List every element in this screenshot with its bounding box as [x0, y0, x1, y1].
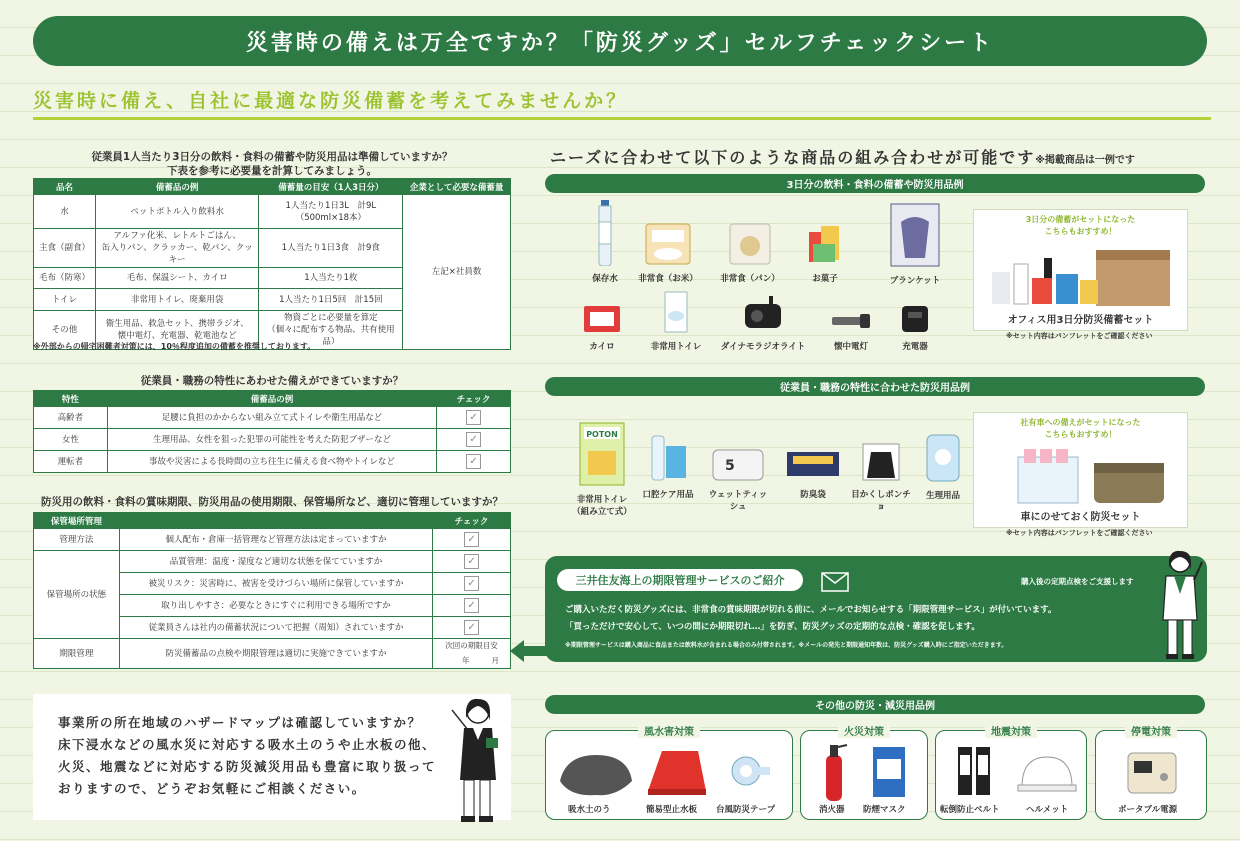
product-assembled-toilet: [572, 421, 632, 517]
product-blanket: [885, 202, 945, 286]
product-oral-care: [638, 432, 698, 500]
category-title: 停電対策: [1125, 723, 1177, 738]
product-label: ウェットティッシュ: [708, 490, 768, 512]
table-row: [34, 407, 511, 429]
product-label: 生理用品: [925, 491, 960, 501]
row-item: 個人配布・倉庫一括管理など管理方法は定まっていますか: [119, 529, 432, 551]
subtitle-underline: [33, 117, 1211, 120]
product-label: ヘルメット: [1026, 805, 1069, 815]
row-check: [433, 573, 511, 595]
office-set-box[interactable]: [973, 209, 1188, 331]
product-label: 簡易型止水板: [646, 805, 698, 815]
table1-question: [33, 150, 511, 178]
product-label: 懐中電灯: [833, 342, 868, 352]
row-trait: 女性: [34, 429, 108, 451]
col-header-item: 品名: [34, 179, 96, 195]
col-header-required: 企業として必要な備蓄量: [403, 179, 511, 195]
product-label: 非常食（お米）: [638, 274, 698, 284]
next-expiry-label: 次回の期限目安: [445, 641, 498, 650]
product-label: 目かくしポンチョ: [851, 490, 911, 512]
product-label: 台風防災テープ: [716, 805, 776, 815]
row-example: 事故や災害による長時間の立ち往生に備える食べ物やトイレなど: [107, 451, 436, 473]
row-amount: 1人当たり1日5回 計15回: [259, 289, 403, 311]
section1-bar: 3日分の飲料・食料の備蓄や防災用品例: [545, 174, 1205, 193]
service-note: ※期限管理サービスは購入商品に食品または飲料水が含まれる場合のみ付帯されます。※メールの発先と期限通知年数は、防災グッズ購入時にご指定いただきます。: [565, 642, 1008, 649]
col-header-example: 備蓄品の例: [95, 179, 259, 195]
hazard-line: 火災、地震などに対応する防災減災用品も豊富に取り扱って: [58, 759, 437, 774]
section3-bar: その他の防災・減災用品例: [545, 695, 1205, 714]
row-trait: 高齢者: [34, 407, 108, 429]
table-row: [34, 429, 511, 451]
check-icon[interactable]: ✓: [464, 576, 479, 591]
row-item: 品質管理：温度・湿度など適切な状態を保てていますか: [119, 551, 432, 573]
product-label: ポータブル電源: [1118, 805, 1178, 815]
col-header-example: 備蓄品の例: [107, 391, 436, 407]
table-row: [34, 195, 511, 229]
row-check: [433, 595, 511, 617]
product-label: 充電器: [902, 342, 928, 352]
table1-note: ※外部からの帰宅困難者対策には、10％程度追加の備蓄を推奨しております。: [33, 342, 316, 351]
example-line: 缶入りパン、クラッカー、乾パン、クッキー: [101, 243, 253, 265]
table3-question: 防災用の飲料・食料の賞味期限、防災用品の使用期限、保管場所など、適切に管理していますか？: [41, 496, 503, 508]
product-wet-tissue: [705, 448, 771, 512]
row-trait: 運転者: [34, 451, 108, 473]
car-set-box[interactable]: [973, 412, 1188, 528]
row-item: 従業員さんは社内の備蓄状況について把握（周知）されていますか: [119, 617, 432, 639]
product-charger: [893, 304, 937, 352]
right-heading-text: ニーズに合わせて以下のような商品の組み合わせが可能です: [550, 148, 1036, 167]
product-sanitary: [918, 433, 968, 501]
row-check: [433, 529, 511, 551]
product-label: お菓子: [812, 274, 838, 284]
check-icon[interactable]: ✓: [464, 598, 479, 613]
product-label: 非常用トイレ: [650, 342, 702, 352]
set-promo-line: こちらもおすすめ！: [1044, 430, 1117, 439]
year-label: 年: [462, 656, 470, 665]
row-example: [95, 229, 259, 268]
hazard-map-box: [33, 694, 511, 820]
helmet-image: [1016, 753, 1078, 795]
product-snacks: [800, 222, 850, 284]
product-bread: [720, 222, 780, 284]
col-header-check: チェック: [433, 513, 511, 529]
arrow-left-icon: [510, 638, 550, 664]
product-water: [585, 200, 625, 284]
row-item: 被災リスク：災害時に、被害を受けづらい場所に保管していますか: [119, 573, 432, 595]
product-rice: [638, 222, 698, 284]
category-title: 風水害対策: [638, 723, 700, 738]
product-label: 吸水土のう: [568, 805, 611, 815]
subtitle: 災害時に備え、自社に最適な防災備蓄を考えてみませんか？: [33, 90, 629, 112]
product-poncho: [848, 442, 914, 512]
product-label: 消火器: [819, 805, 845, 815]
water-barrier-image: [642, 741, 712, 801]
right-heading-note: ※掲載商品は一例です: [1035, 155, 1135, 166]
example-line: 衛生用品、救急セット、携帯ラジオ、: [105, 319, 249, 329]
product-label: 防煙マスク: [863, 805, 906, 815]
product-dynamo-radio: [720, 292, 806, 352]
table1-question-line2: 下表を参考に必要量を計算してみましょう。: [167, 165, 377, 177]
product-kairo: [580, 304, 624, 352]
row-amount: 1人当たり1日3食 計9食: [259, 229, 403, 268]
check-icon[interactable]: ✓: [466, 432, 481, 447]
product-label: カイロ: [589, 342, 615, 352]
page-title: 災害時の備えは万全ですか？「防災グッズ」セルフチェックシート: [33, 16, 1207, 66]
col-header-check: チェック: [437, 391, 511, 407]
portable-power-image: [1126, 747, 1178, 795]
row-name: 毛布（防寒）: [34, 268, 96, 289]
row-example: ペットボトル入り飲料水: [95, 195, 259, 229]
row-check: [437, 407, 511, 429]
amount-line: （個々に配布する物品、共有使用品）: [267, 325, 395, 347]
table-row: [34, 551, 511, 573]
extinguisher-image: [819, 739, 849, 803]
section2-bar: 従業員・職務の特性に合わせた防災用品例: [545, 377, 1205, 396]
product-label: 非常食（パン）: [720, 274, 780, 284]
table-row: [34, 451, 511, 473]
hazard-line: 事業所の所在地域のハザードマップは確認していますか？: [58, 715, 422, 730]
category-title: 火災対策: [838, 723, 890, 738]
product-toilet: [648, 290, 704, 352]
tape-image: [722, 749, 772, 797]
service-body-2: 「買っただけで安心して、いつの間にか期限切れ…」を防ぎ、防災グッズの定期的な点検・確認を促します。: [565, 622, 980, 632]
amount-line: 1人当たり1日3L 計9L: [285, 200, 377, 211]
row-category: 期限管理: [34, 639, 120, 669]
row-item: 取り出しやすさ：必要なときにすぐに利用できる場所ですか: [119, 595, 432, 617]
table2-question: 従業員・職務の特性にあわせた備えができていますか？: [140, 375, 404, 387]
set-promo-line: 3日分の備蓄がセットになった: [1025, 215, 1136, 224]
category-earthquake: [935, 727, 1087, 820]
hazard-text: [58, 712, 436, 800]
right-heading: [550, 145, 1135, 168]
example-line: 懐中電灯、充電器、乾電池など: [117, 331, 237, 341]
table1-question-line1: 従業員1人当たり3日分の飲料・食料の備蓄や防災用品は準備していますか？: [91, 151, 453, 163]
product-label: ブランケット: [889, 276, 941, 286]
row-check: [437, 451, 511, 473]
row-item: 防災備蓄品の点検や期限管理は適切に実施できていますか: [119, 639, 432, 669]
amount-line: （500ml×18本）: [295, 212, 367, 223]
expiry-service-box: [545, 556, 1207, 662]
expiry-cell[interactable]: [433, 639, 511, 669]
product-label: ダイナモラジオライト: [720, 342, 806, 352]
set-label: 車にのせておく防災セット: [1020, 512, 1141, 523]
col-header-trait: 特性: [34, 391, 108, 407]
mail-icon: [821, 572, 849, 592]
sandbag-image: [556, 741, 636, 801]
check-icon[interactable]: ✓: [466, 454, 481, 469]
check-icon[interactable]: ✓: [464, 532, 479, 547]
storage-table: [33, 512, 511, 669]
check-icon[interactable]: ✓: [464, 620, 479, 635]
row-example: 足腰に負担のかからない組み立て式トイレや衛生用品など: [107, 407, 436, 429]
amount-line: 物資ごとに必要量を算定: [284, 313, 378, 323]
service-body-1: ご購入いただく防災グッズには、非常食の賞味期限が切れる前に、メールでお知らせする「期限管理サービス」が付いています。: [565, 605, 1057, 615]
table-row: [34, 529, 511, 551]
category-flood: [545, 727, 793, 820]
staff-woman-illustration: [1154, 546, 1206, 664]
col-header-storage: 保管場所管理: [34, 513, 120, 529]
product-label: 保存水: [592, 274, 618, 284]
product-flashlight: [826, 308, 876, 352]
staff-woman-pointer-illustration: [446, 690, 506, 830]
row-check: [433, 551, 511, 573]
smoke-mask-image: [871, 745, 907, 799]
product-label: 口腔ケア用品: [642, 490, 694, 500]
row-amount: 1人当たり1枚: [259, 268, 403, 289]
row-name: トイレ: [34, 289, 96, 311]
product-label: 防臭袋: [800, 490, 826, 500]
set-promo-line: こちらもおすすめ！: [1044, 227, 1117, 236]
row-example: 毛布、保温シート、カイロ: [95, 268, 259, 289]
col-header-amount: 備蓄量の目安（1人3日分）: [259, 179, 403, 195]
check-icon[interactable]: ✓: [466, 410, 481, 425]
product-label: 非常用トイレ: [576, 495, 628, 505]
month-label: 月: [491, 656, 500, 665]
row-name: 水: [34, 195, 96, 229]
example-line: アルファ化米、レトルトごはん、: [113, 231, 241, 241]
service-title: 三井住友海上の期限管理サービスのご紹介: [557, 569, 803, 591]
trait-table: [33, 390, 511, 473]
svg-text:5: 5: [725, 458, 735, 474]
hazard-line: 床下浸水などの風水災に対応する吸水土のうや止水板の他、: [58, 737, 437, 752]
svg-text:POTON: POTON: [586, 430, 618, 439]
product-label: 転倒防止ベルト: [940, 805, 1000, 815]
product-deodorant-bag: [783, 446, 843, 500]
row-name: その他: [34, 311, 96, 350]
row-check: [437, 429, 511, 451]
set-promo-line: 社有車への備えがセットになった: [1020, 418, 1141, 427]
set-label: オフィス用3日分防災備蓄セット: [1007, 315, 1154, 326]
category-title: 地震対策: [985, 723, 1037, 738]
stock-table: [33, 178, 511, 350]
category-power-outage: [1095, 727, 1207, 820]
hazard-line: おりますので、どうぞお気軽にご相談ください。: [58, 781, 366, 796]
staff-note: 購入後の定期点検をご支援します: [1021, 577, 1134, 586]
row-example: 生理用品、女性を狙った犯罪の可能性を考えた防犯ブザーなど: [107, 429, 436, 451]
product-label: （組み立て式）: [572, 507, 632, 517]
check-icon[interactable]: ✓: [464, 554, 479, 569]
category-fire: [800, 727, 928, 820]
row-check: [433, 617, 511, 639]
required-formula: 左記×社員数: [403, 195, 511, 350]
row-category: 保管場所の状態: [34, 551, 120, 639]
table-row: [34, 639, 511, 669]
anti-tip-belt-image: [954, 745, 994, 797]
set-note: ※セット内容はパンフレットをご確認ください: [1006, 332, 1153, 340]
row-name: 主食（副食）: [34, 229, 96, 268]
row-example: 非常用トイレ、廃棄用袋: [95, 289, 259, 311]
row-category: 管理方法: [34, 529, 120, 551]
office-set-image: [986, 244, 1176, 310]
col-header-item: [119, 513, 432, 529]
set-note: ※セット内容はパンフレットをご確認ください: [1006, 529, 1153, 537]
car-set-image: [1014, 447, 1174, 507]
row-amount: [259, 195, 403, 229]
